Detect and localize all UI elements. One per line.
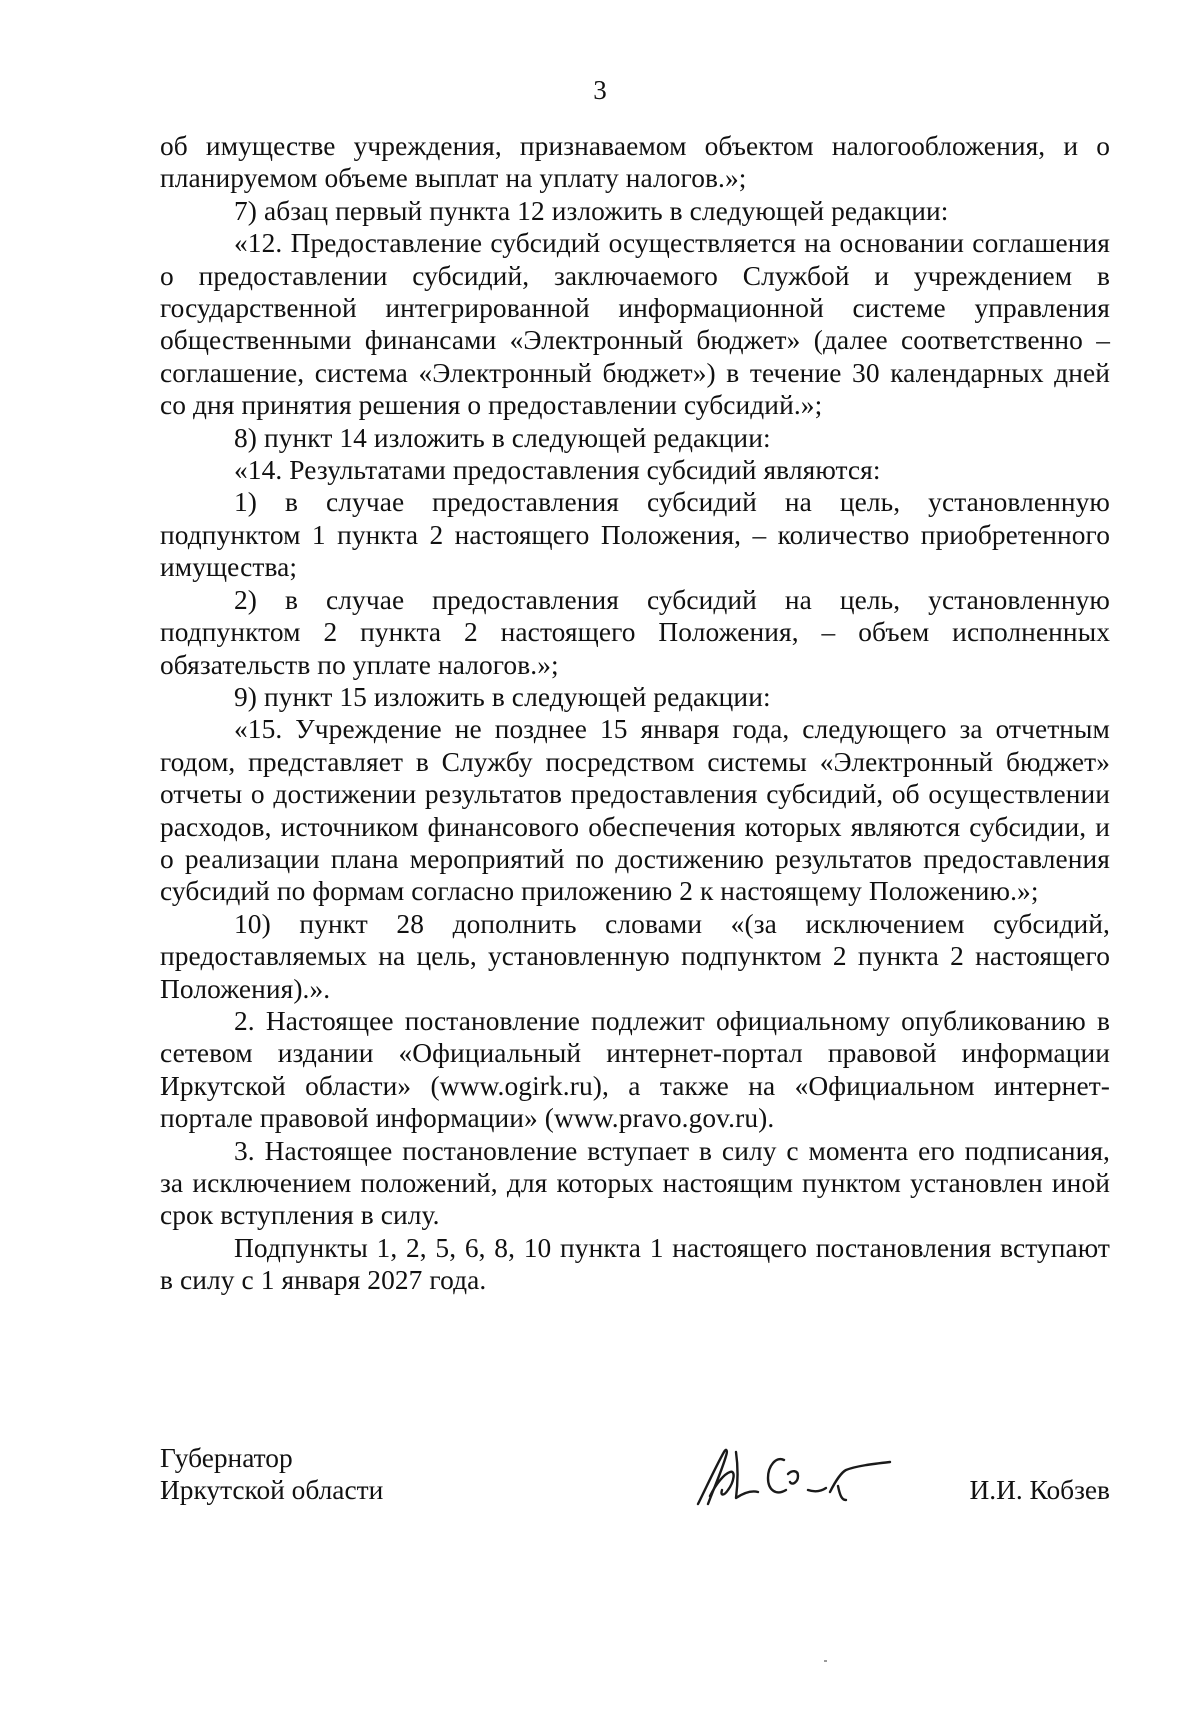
signatory-name: И.И. Кобзев — [969, 1475, 1110, 1505]
paragraph: 8) пункт 14 изложить в следующей редакции: — [234, 422, 771, 453]
paragraph: 2. Настоящее постановление подлежит официальному опубликованию в сетевом издании «Официальный интернет-портал правовой информации Иркутской области» (www.ogirk.ru), а также на «Официальном интернет-портале правовой информации» (www.pravo.gov.ru). — [160, 1005, 1110, 1134]
paragraph: об имуществе учреждения, признаваемом объектом налогообложения, и о планируемом объеме выплат на уплату налогов.»; — [160, 131, 1110, 194]
paragraph: 3. Настоящее постановление вступает в силу с момента его подписания, за исключением положений, для которых настоящим пунктом установлен иной срок вступления в силу. — [160, 1135, 1110, 1231]
handwritten-signature — [680, 1426, 900, 1516]
signatory-title — [160, 1442, 383, 1507]
paragraph: «12. Предоставление субсидий осуществляется на основании соглашения о предоставлении субсидий, заключаемого Службой и учреждением в государственной интегрированной информационной системе управления общественными финансами «Электронный бюджет» (далее соответственно – соглашение, система «Электронный бюджет») в течение 30 календарных дней со дня принятия решения о предоставлении субсидий.»; — [160, 228, 1110, 421]
paragraph: 9) пункт 15 изложить в следующей редакции: — [234, 681, 771, 712]
paragraph: 2) в случае предоставления субсидий на цель, установленную подпунктом 2 пункта 2 настоящего Положения, – объем исполненных обязательств по уплате налогов.»; — [160, 584, 1110, 680]
paragraph: 7) абзац первый пункта 12 изложить в следующей редакции: — [234, 195, 949, 226]
page-number: 3 — [593, 75, 607, 105]
signature-block — [160, 1442, 1110, 1522]
paragraph: 1) в случае предоставления субсидий на цель, установленную подпунктом 1 пункта 2 настоящего Положения, – количество приобретенного имущества; — [160, 487, 1110, 583]
paragraph: «14. Результатами предоставления субсидий являются: — [234, 455, 881, 486]
paragraph: Подпункты 1, 2, 5, 6, 8, 10 пункта 1 настоящего постановления вступают в силу с 1 января 2027 года. — [160, 1232, 1110, 1296]
paragraph: 10) пункт 28 дополнить словами «(за исключением субсидий, предоставляемых на цель, установленную подпунктом 2 пункта 2 настоящего Положения).». — [160, 908, 1110, 1004]
document-body — [160, 130, 1110, 1297]
scan-artifact — [824, 1660, 827, 1662]
signatory-title-line: Иркутской области — [160, 1475, 384, 1506]
signatory-title-line: Губернатор — [160, 1443, 293, 1473]
paragraph: «15. Учреждение не позднее 15 января года, следующего за отчетным годом, представляет в Службу посредством системы «Электронный бюджет» отчеты о достижении результатов предоставления субсидий, об осуществлении расходов, источником финансового обеспечения которых являются субсидии, и о реализации плана мероприятий по достижению результатов предоставления субсидий по формам согласно приложению 2 к настоящему Положению.»; — [160, 714, 1110, 907]
